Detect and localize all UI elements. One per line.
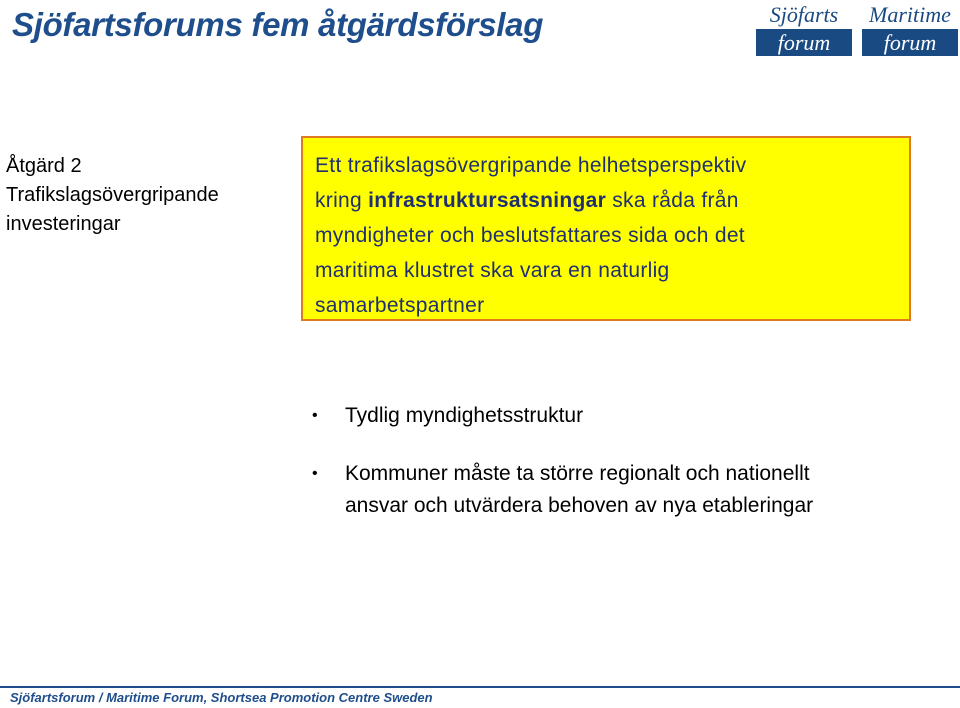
logo-en-line1: Maritime — [862, 2, 958, 29]
highlight-line-5: samarbetspartner — [315, 294, 485, 317]
highlight-line-3: myndigheter och beslutsfattares sida och det — [315, 224, 745, 247]
bullet-text-2-line2: ansvar och utvärdera behoven av nya etableringar — [345, 494, 814, 517]
footer-divider — [0, 686, 960, 688]
maritime-forum-logo — [862, 2, 958, 56]
bullet-item-2 — [312, 458, 813, 522]
page-title: Sjöfartsforums fem åtgärdsförslag — [12, 6, 544, 43]
measure-number: Åtgärd 2 — [6, 155, 82, 177]
measure-name-line1: Trafikslagsövergripande — [6, 184, 219, 206]
bullet-item-1 — [312, 400, 813, 432]
highlight-line-2-post: ska råda från — [606, 189, 739, 212]
highlight-line-4: maritima klustret ska vara en naturlig — [315, 259, 670, 282]
sjofartsforum-logo — [756, 2, 852, 56]
highlight-bold-term: infrastruktursatsningar — [368, 189, 607, 212]
bullet-text-2-line1: Kommuner måste ta större regionalt och nationellt — [345, 462, 810, 485]
highlight-box — [301, 136, 911, 321]
highlight-line-2-pre: kring — [315, 189, 369, 212]
highlight-line-2 — [315, 183, 897, 218]
logo-sv-line1: Sjöfarts — [756, 2, 852, 29]
highlight-line-1: Ett trafikslagsövergripande helhetsperspektiv — [315, 154, 747, 177]
bullet-icon: • — [312, 465, 318, 482]
bullet-icon: • — [312, 407, 318, 424]
logo-en-line2: forum — [883, 30, 937, 55]
logo-sv-line2: forum — [777, 30, 831, 55]
footer-text: Sjöfartsforum / Maritime Forum, Shortsea Promotion Centre Sweden — [10, 690, 433, 705]
bullet-text-1: Tydlig myndighetsstruktur — [345, 404, 584, 427]
measure-name-line2: investeringar — [6, 213, 121, 235]
measure-label — [6, 152, 219, 239]
bullet-list — [312, 400, 813, 548]
